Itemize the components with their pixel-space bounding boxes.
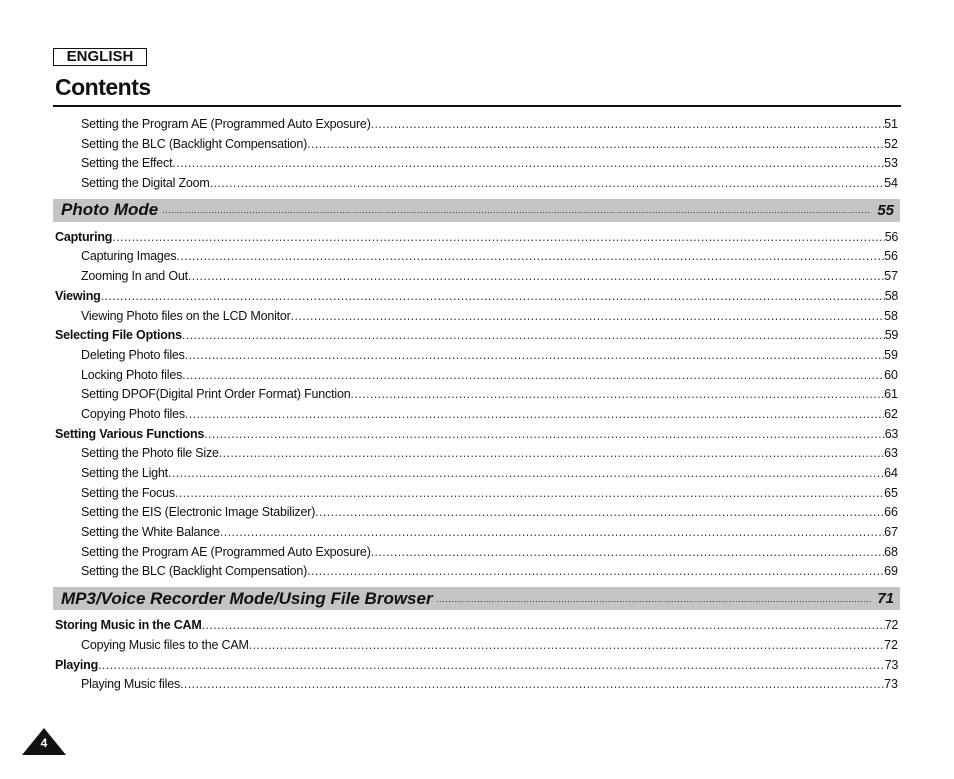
- toc-entry-label: Locking Photo files: [81, 367, 183, 382]
- toc-entry-label: Setting the BLC (Backlight Compensation): [81, 564, 308, 579]
- toc-entry-page: 51: [884, 117, 898, 131]
- title-divider: [53, 105, 901, 107]
- toc-entry[interactable]: [53, 326, 898, 346]
- toc-entry[interactable]: [53, 228, 898, 248]
- toc-entry-page: 63: [884, 446, 898, 461]
- page-number: 4: [40, 736, 48, 750]
- toc-entry-label: Setting the Program AE (Programmed Auto Exposure): [81, 544, 371, 559]
- toc-leader-dots: [182, 366, 884, 386]
- toc-entry[interactable]: [53, 366, 898, 386]
- toc-leader-dots: [185, 346, 884, 366]
- toc-leader-dots: [220, 523, 884, 543]
- toc-entry-label: Viewing Photo files on the LCD Monitor: [81, 308, 291, 323]
- page-title: Contents: [55, 74, 151, 100]
- toc-entry-label: Capturing Images: [81, 249, 177, 264]
- toc-entry-page: 68: [884, 544, 898, 559]
- toc-entry-page: 73: [884, 677, 898, 692]
- toc-entry-label: Playing Music files: [81, 677, 181, 692]
- toc-entry-page: 66: [884, 505, 898, 520]
- toc-entry-label: Setting the Effect: [81, 156, 173, 171]
- toc-entry-label: MP3/Voice Recorder Mode/Using File Browser: [61, 588, 433, 608]
- toc-entry-page: 55: [877, 201, 894, 219]
- toc-entry-label: Copying Music files to the CAM: [81, 637, 249, 652]
- toc-entry[interactable]: [53, 636, 898, 656]
- toc-entry-page: 53: [884, 156, 898, 171]
- toc-entry-page: 60: [884, 367, 898, 382]
- toc-entry[interactable]: [53, 484, 898, 504]
- toc-entry[interactable]: [53, 503, 898, 523]
- toc-entry-label: Selecting File Options: [55, 328, 182, 343]
- toc-leader-dots: [307, 135, 884, 155]
- toc-leader-dots: [98, 656, 885, 676]
- toc-leader-dots: [162, 205, 871, 215]
- toc-entry-page: 58: [884, 288, 898, 303]
- toc-entry[interactable]: [53, 543, 898, 563]
- toc-entry-page: 56: [884, 229, 898, 244]
- toc-leader-dots: [219, 444, 884, 464]
- toc-entry[interactable]: [53, 267, 898, 287]
- toc-entry-page: 62: [884, 406, 898, 421]
- toc-entry-label: Setting the Digital Zoom: [81, 176, 210, 191]
- toc-entry-page: 65: [884, 485, 898, 500]
- toc-entry-label: Deleting Photo files: [81, 347, 185, 362]
- toc-section-header[interactable]: [53, 199, 900, 222]
- toc-entry-label: Storing Music in the CAM: [55, 618, 202, 633]
- toc-entry-label: Setting the EIS (Electronic Image Stabilizer): [81, 505, 316, 520]
- toc-entry[interactable]: [53, 247, 898, 267]
- toc-leader-dots: [371, 115, 884, 135]
- toc-leader-dots: [176, 247, 884, 267]
- toc-leader-dots: [291, 307, 884, 327]
- toc-entry-label: Photo Mode: [61, 200, 159, 220]
- toc-entry-page: 56: [884, 249, 898, 264]
- toc-entry-page: 59: [884, 328, 898, 343]
- toc-leader-dots: [101, 287, 885, 307]
- toc-entry-page: 69: [884, 564, 898, 579]
- toc-leader-dots: [112, 228, 884, 248]
- toc-entry[interactable]: [53, 425, 898, 445]
- toc-entry-page: 73: [884, 657, 898, 672]
- toc-entry[interactable]: [53, 616, 898, 636]
- toc-entry-label: Setting the BLC (Backlight Compensation): [81, 136, 308, 151]
- toc-entry-page: 61: [884, 387, 898, 402]
- toc-entry-page: 57: [884, 269, 898, 284]
- toc-entry-page: 71: [877, 590, 894, 608]
- toc-leader-dots: [172, 154, 884, 174]
- toc-entry[interactable]: [53, 287, 898, 307]
- toc-entry[interactable]: [53, 174, 898, 194]
- toc-entry-page: 63: [884, 426, 898, 441]
- toc-entry-page: 59: [884, 347, 898, 362]
- toc-entry-page: 58: [884, 308, 898, 323]
- toc-leader-dots: [350, 385, 884, 405]
- toc-leader-dots: [210, 174, 884, 194]
- toc-entry-label: Capturing: [55, 229, 113, 244]
- toc-entry[interactable]: [53, 307, 898, 327]
- toc-entry[interactable]: [53, 675, 898, 695]
- toc-entry-page: 72: [884, 618, 898, 633]
- toc-entry[interactable]: [53, 523, 898, 543]
- toc-entry-label: Setting the Light: [81, 466, 168, 480]
- toc-entry-label: Setting Various Functions: [55, 426, 205, 441]
- toc-leader-dots: [182, 326, 885, 346]
- toc-leader-dots: [371, 543, 884, 563]
- toc-entry-label: Zooming In and Out: [81, 269, 188, 284]
- toc-entry-label: Copying Photo files: [81, 406, 185, 421]
- toc-entry[interactable]: [53, 444, 898, 464]
- table-of-contents: [53, 115, 898, 695]
- toc-leader-dots: [315, 503, 884, 523]
- toc-leader-dots: [307, 562, 884, 582]
- toc-entry-label: Viewing: [55, 288, 101, 303]
- toc-entry[interactable]: [53, 405, 898, 425]
- toc-entry[interactable]: [53, 135, 898, 155]
- toc-entry-page: 54: [884, 176, 898, 191]
- toc-entry[interactable]: [53, 346, 898, 366]
- toc-leader-dots: [180, 675, 884, 695]
- toc-entry[interactable]: [53, 154, 898, 174]
- toc-leader-dots: [188, 267, 884, 287]
- toc-leader-dots: [249, 636, 884, 656]
- toc-entry-label: Setting the Photo file Size: [81, 446, 219, 461]
- toc-entry-label: Setting the Focus: [81, 485, 175, 500]
- toc-entry-label: Setting the Program AE (Programmed Auto Exposure): [81, 117, 371, 131]
- toc-entry[interactable]: [53, 562, 898, 582]
- language-label: ENGLISH: [53, 48, 147, 66]
- toc-entry[interactable]: [53, 656, 898, 676]
- toc-entry-page: 67: [884, 525, 898, 540]
- toc-entry-label: Setting the White Balance: [81, 525, 220, 540]
- toc-entry-label: Playing: [55, 657, 99, 672]
- toc-entry[interactable]: [53, 464, 898, 484]
- toc-leader-dots: [168, 464, 884, 484]
- toc-entry-page: 64: [884, 466, 898, 480]
- toc-leader-dots: [437, 594, 872, 604]
- toc-leader-dots: [175, 484, 884, 504]
- toc-entry-page: 52: [884, 136, 898, 151]
- toc-leader-dots: [204, 425, 885, 445]
- toc-entry[interactable]: [53, 115, 898, 135]
- toc-entry-page: 72: [884, 637, 898, 652]
- toc-entry[interactable]: [53, 385, 898, 405]
- toc-leader-dots: [185, 405, 884, 425]
- toc-leader-dots: [202, 616, 885, 636]
- toc-entry-label: Setting DPOF(Digital Print Order Format) Function: [81, 387, 351, 402]
- toc-section-header[interactable]: [53, 587, 900, 610]
